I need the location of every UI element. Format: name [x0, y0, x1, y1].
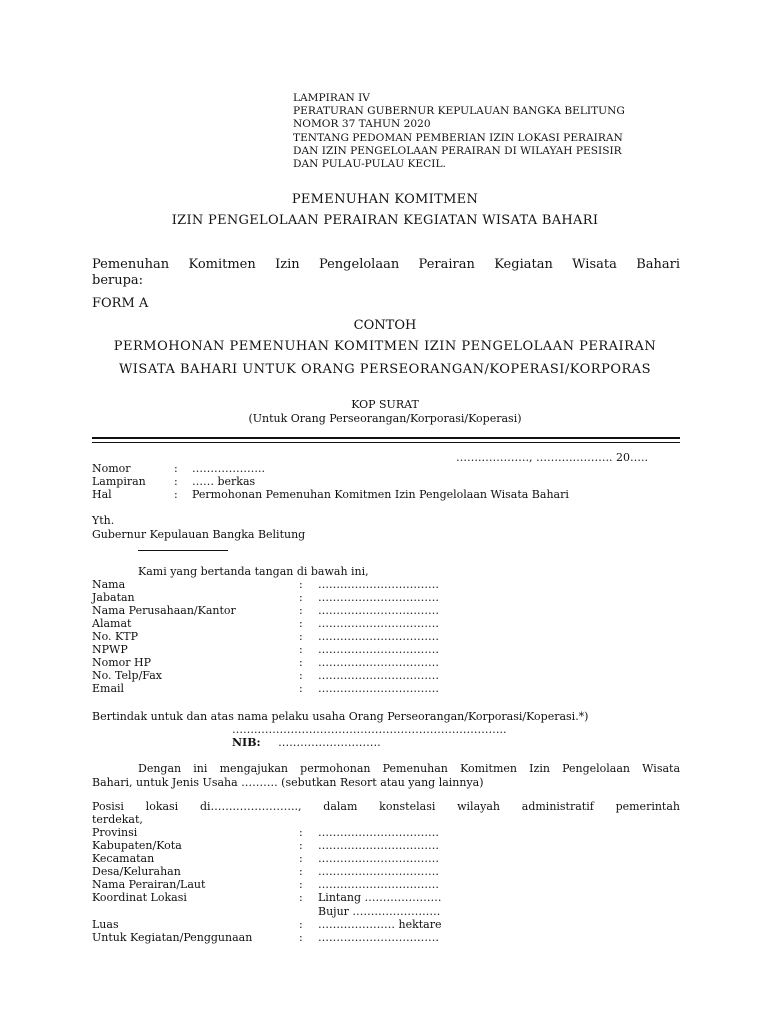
meta-value: Permohonan Pemenuhan Komitmen Izin Pengelolaan Wisata Bahari: [192, 488, 569, 501]
location-sep: :: [299, 865, 303, 878]
attachment-line: DAN PULAU-PULAU KECIL.: [293, 158, 446, 171]
meta-sep: :: [174, 488, 178, 501]
field-sep: :: [299, 617, 303, 630]
location-value: ……………………………: [318, 878, 439, 891]
contoh-label: CONTOH: [353, 318, 417, 333]
application-text-1: Dengan ini mengajukan permohonan Pemenuhan Komitmen Izin Pengelolaan Wisata: [138, 762, 680, 775]
field-label: Nama Perusahaan/Kantor: [92, 604, 236, 617]
nib-value: ……………………….: [278, 736, 381, 749]
intro-line-1: Pemenuhan Komitmen Izin Pengelolaan Perairan Kegiatan Wisata Bahari: [92, 257, 680, 272]
field-value: ……………………………: [318, 591, 439, 604]
kop-title: KOP SURAT: [351, 398, 419, 411]
location-line-2: terdekat,: [92, 813, 143, 826]
application-line-2: Bahari, untuk Jenis Usaha ………. (sebutkan Resort atau yang lainnya): [92, 776, 484, 789]
heading-line-2: IZIN PENGELOLAAN PERAIRAN KEGIATAN WISATA BAHARI: [171, 213, 599, 228]
acting-dots: …….…………………………………………………………..: [232, 723, 507, 736]
field-label: Nama: [92, 578, 126, 591]
meta-value: ………………..: [192, 462, 265, 475]
field-sep: :: [299, 656, 303, 669]
meta-label: Lampiran: [92, 475, 146, 488]
field-label: No. KTP: [92, 630, 139, 643]
field-label: No. Telp/Fax: [92, 669, 162, 682]
field-sep: :: [299, 643, 303, 656]
location-sep: :: [299, 852, 303, 865]
meta-sep: :: [174, 462, 178, 475]
field-label: Nomor HP: [92, 656, 152, 669]
letterhead-rule-thin: [92, 442, 680, 443]
location-label: Provinsi: [92, 826, 138, 839]
location-value: ……………………………: [318, 865, 439, 878]
nib-label: NIB:: [232, 736, 261, 749]
location-value: Bujur ……………………: [318, 905, 441, 918]
field-value: ……………………………: [318, 617, 439, 630]
location-value: ……………………………: [318, 931, 439, 944]
addressee-name: Gubernur Kepulauan Bangka Belitung: [92, 528, 306, 541]
intro-line-2: berupa:: [92, 273, 144, 288]
field-label: Email: [92, 682, 125, 695]
meta-sep: :: [174, 475, 178, 488]
addressee-yth: Yth.: [92, 514, 115, 527]
field-sep: :: [299, 591, 303, 604]
attachment-line: DAN IZIN PENGELOLAAN PERAIRAN DI WILAYAH PESISIR: [293, 144, 622, 157]
form-label: FORM A: [92, 296, 149, 311]
attachment-line: PERATURAN GUBERNUR KEPULAUAN BANGKA BELITUNG: [293, 105, 625, 118]
field-label: Jabatan: [92, 591, 135, 604]
field-value: ……………………………: [318, 604, 439, 617]
location-sep: :: [299, 839, 303, 852]
attachment-header: [293, 92, 625, 171]
field-value: ……………………………: [318, 630, 439, 643]
location-value: Lintang …………………: [318, 891, 442, 904]
field-label: NPWP: [92, 643, 128, 656]
location-value: ……………………………: [318, 826, 439, 839]
location-sep: :: [299, 826, 303, 839]
attachment-line: NOMOR 37 TAHUN 2020: [293, 118, 431, 131]
field-label: Alamat: [92, 617, 132, 630]
meta-label: Nomor: [92, 462, 131, 475]
field-sep: :: [299, 604, 303, 617]
location-line-1: Posisi lokasi di…….…………….., dalam konstelasi wilayah administratif pemerintah: [92, 800, 680, 813]
location-sep: :: [299, 918, 303, 931]
attachment-line: TENTANG PEDOMAN PEMBERIAN IZIN LOKASI PERAIRAN: [293, 131, 623, 144]
field-sep: :: [299, 578, 303, 591]
field-value: ……………………………: [318, 656, 439, 669]
application-line-1: [92, 762, 680, 775]
location-label: Luas: [92, 918, 119, 931]
kop-subtitle: (Untuk Orang Perseorangan/Korporasi/Koperasi): [248, 412, 522, 425]
location-label: Kabupaten/Kota: [92, 839, 182, 852]
field-value: ……………………………: [318, 643, 439, 656]
meta-value: …… berkas: [192, 475, 256, 488]
field-sep: :: [299, 682, 303, 695]
permohonan-title-2: WISATA BAHARI UNTUK ORANG PERSEORANGAN/KOPERASI/KORPORAS: [118, 362, 652, 377]
location-label: Desa/Kelurahan: [92, 865, 181, 878]
meta-label: Hal: [92, 488, 112, 501]
location-label: Nama Perairan/Laut: [92, 878, 206, 891]
acting-text: Bertindak untuk dan atas nama pelaku usaha Orang Perseorangan/Korporasi/Koperasi.*): [92, 710, 589, 723]
date-line: …….…………., ……….……….. 20…..: [456, 451, 648, 464]
location-label: Koordinat Lokasi: [92, 891, 187, 904]
location-value: ……………………………: [318, 839, 439, 852]
field-sep: :: [299, 669, 303, 682]
field-value: ……………………………: [318, 578, 439, 591]
field-value: ……………………………: [318, 669, 439, 682]
location-sep: :: [299, 878, 303, 891]
permohonan-title-1: PERMOHONAN PEMENUHAN KOMITMEN IZIN PENGELOLAAN PERAIRAN: [113, 339, 657, 354]
nib-row: [232, 736, 381, 749]
field-sep: :: [299, 630, 303, 643]
signatory-intro: Kami yang bertanda tangan di bawah ini,: [138, 565, 369, 578]
letterhead-rule-thick: [92, 437, 680, 439]
field-value: ……………………………: [318, 682, 439, 695]
attachment-line: LAMPIRAN IV: [293, 92, 370, 104]
location-value: ………………… hektare: [318, 918, 442, 931]
location-sep: :: [299, 891, 303, 904]
location-value: ……………………………: [318, 852, 439, 865]
location-label: Kecamatan: [92, 852, 155, 865]
location-sep: :: [299, 931, 303, 944]
heading-line-1: PEMENUHAN KOMITMEN: [291, 192, 479, 207]
location-label: Untuk Kegiatan/Penggunaan: [92, 931, 253, 944]
addressee-underline: [138, 550, 228, 551]
